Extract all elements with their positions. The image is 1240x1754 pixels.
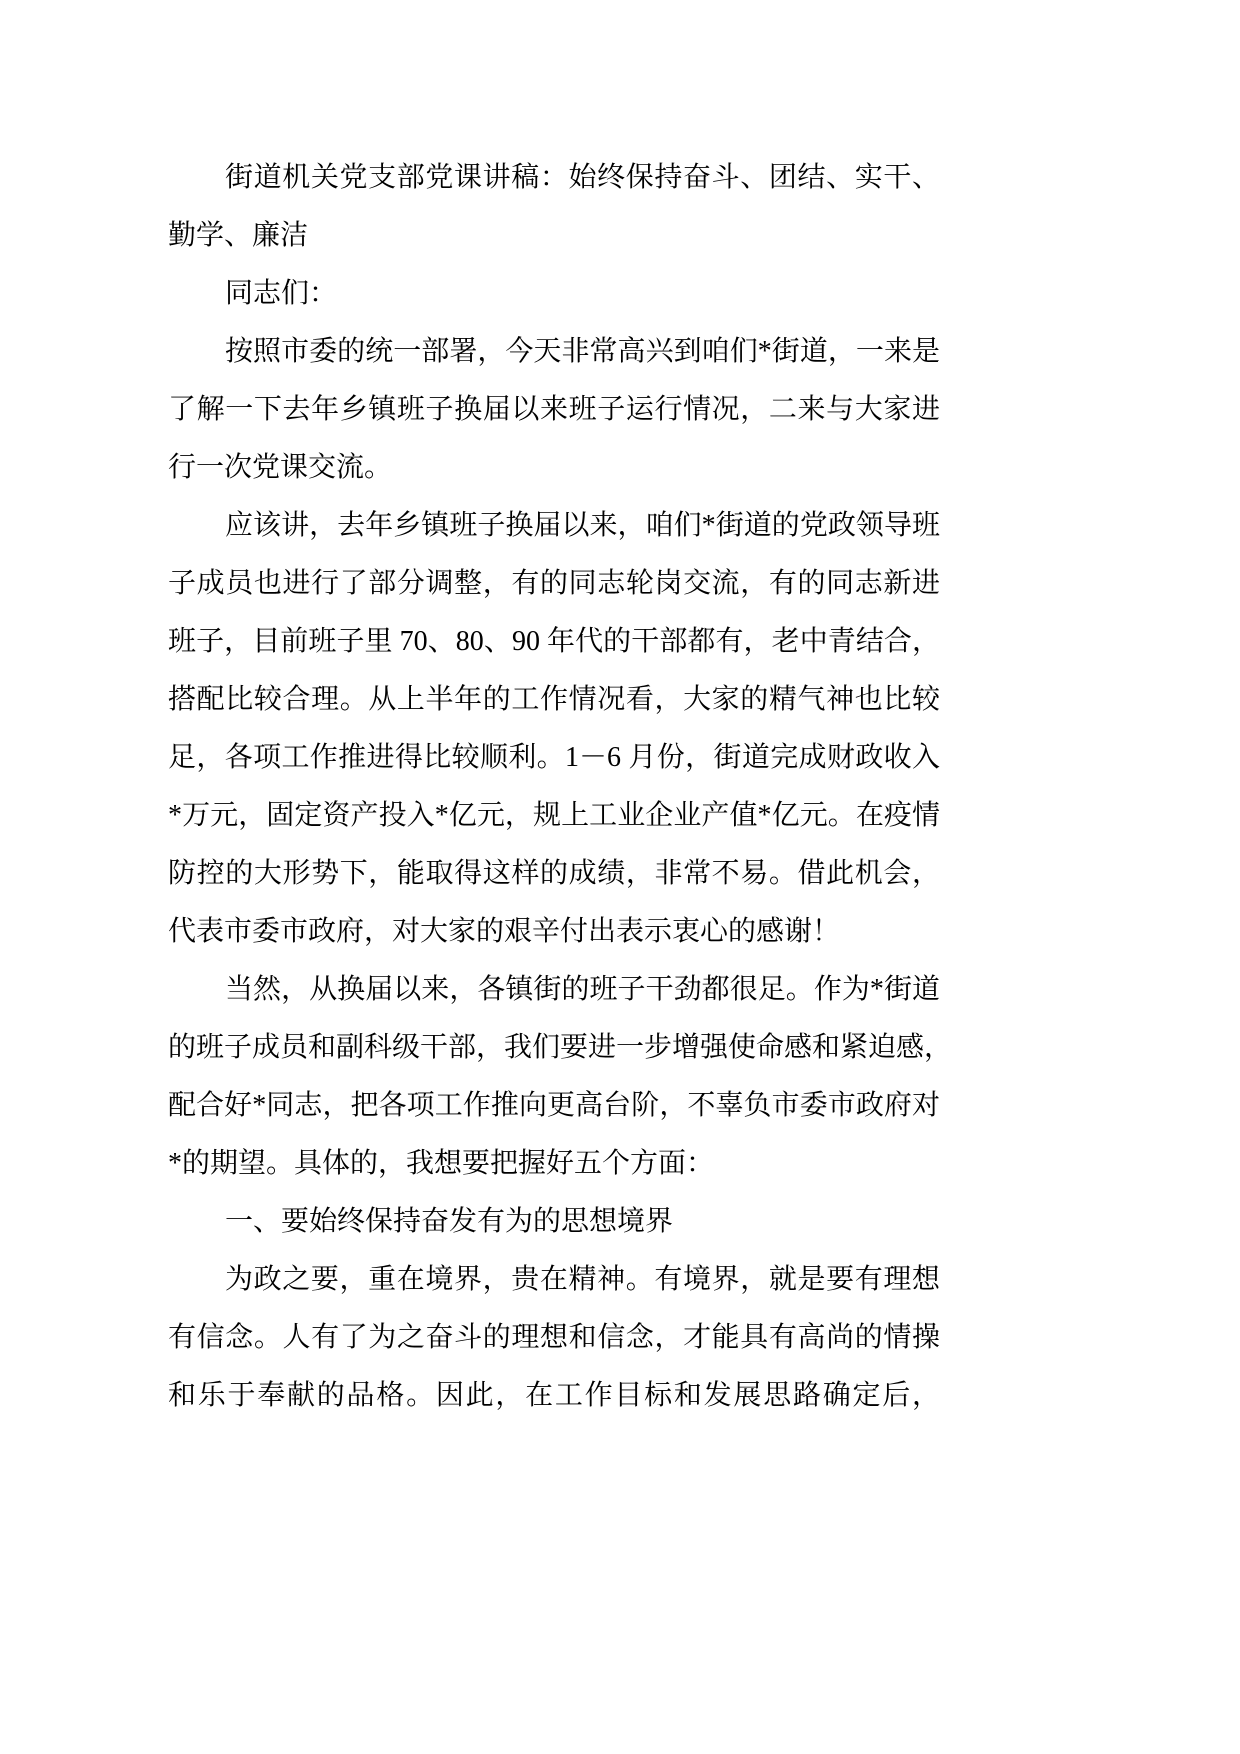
paragraph-line: 的班子成员和副科级干部，我们要进一步增强使命感和紧迫感， — [168, 1032, 953, 1063]
paragraph-line: 班子，目前班子里 70、80、90 年代的干部都有，老中青结合， — [168, 626, 940, 657]
paragraph-line: *万元，固定资产投入*亿元，规上工业企业产值*亿元。在疫情 — [168, 800, 940, 831]
section-1 — [168, 1193, 940, 1425]
paragraph-intro — [168, 323, 940, 497]
paragraph-line: 和乐于奉献的品格。因此，在工作目标和发展思路确定后， — [168, 1380, 940, 1411]
paragraph-line: 行一次党课交流。 — [168, 452, 393, 483]
paragraph-line: 应该讲，去年乡镇班子换届以来，咱们*街道的党政领导班 — [225, 510, 940, 541]
paragraph-line: 代表市委市政府，对大家的艰辛付出表示衷心的感谢！ — [168, 916, 841, 947]
section-heading: 一、要始终保持奋发有为的思想境界 — [225, 1206, 674, 1237]
paragraph-line: 足，各项工作推进得比较顺利。1－6 月份，街道完成财政收入 — [168, 742, 940, 773]
paragraph-line: 按照市委的统一部署，今天非常高兴到咱们*街道，一来是 — [225, 336, 940, 367]
title-line: 街道机关党支部党课讲稿：始终保持奋斗、团结、实干、 — [225, 162, 940, 193]
paragraph-review — [168, 497, 940, 961]
paragraph-line: 当然，从换届以来，各镇街的班子干劲都很足。作为*街道 — [225, 974, 940, 1005]
document-title — [168, 149, 940, 265]
paragraph-line: 为政之要，重在境界，贵在精神。有境界，就是要有理想 — [225, 1264, 940, 1295]
paragraph-line: 配合好*同志，把各项工作推向更高台阶，不辜负市委市政府对 — [168, 1090, 940, 1121]
salutation-block — [168, 265, 940, 323]
paragraph-line: 了解一下去年乡镇班子换届以来班子运行情况，二来与大家进 — [168, 394, 940, 425]
paragraph-line: 子成员也进行了部分调整，有的同志轮岗交流，有的同志新进 — [168, 568, 940, 599]
title-line: 勤学、廉洁 — [168, 220, 309, 251]
paragraph-line: 防控的大形势下，能取得这样的成绩，非常不易。借此机会， — [168, 858, 940, 889]
paragraph-expectations — [168, 961, 953, 1193]
salutation: 同志们： — [225, 278, 338, 309]
paragraph-line: 有信念。人有了为之奋斗的理想和信念，才能具有高尚的情操 — [168, 1322, 940, 1353]
paragraph-line: *的期望。具体的，我想要把握好五个方面： — [168, 1148, 715, 1179]
paragraph-line: 搭配比较合理。从上半年的工作情况看，大家的精气神也比较 — [168, 684, 940, 715]
text-column — [168, 149, 953, 1425]
